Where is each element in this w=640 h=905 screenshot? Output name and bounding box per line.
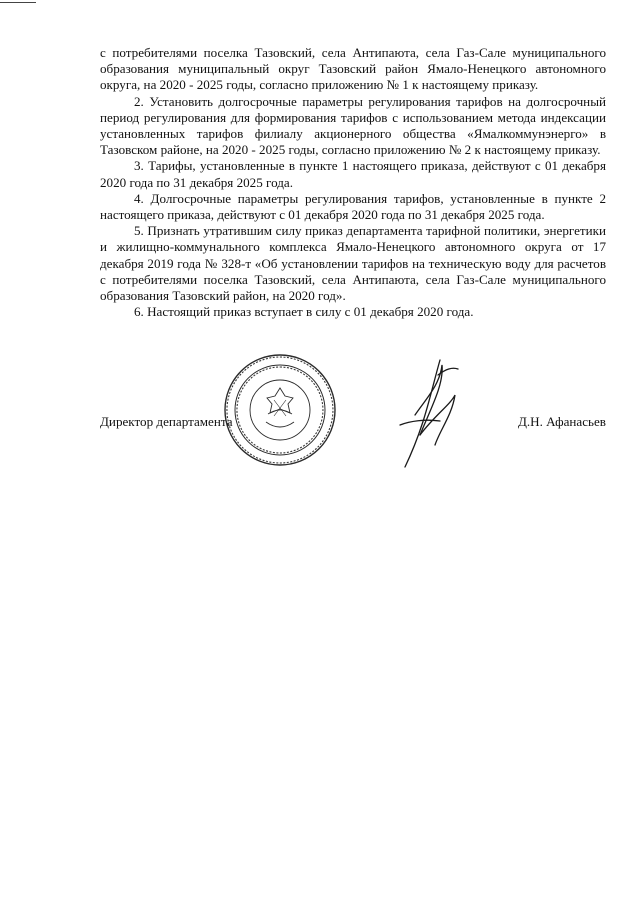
header-rule	[0, 2, 36, 3]
paragraph-1-continuation: с потребителями поселка Тазовский, села Антипаюта, села Газ-Сале муниципального образования муниципальный округ Тазовский район Ямало-Ненецкого автономного округа, на 2020 - 2025 годы, согласно приложению № 1 к настоящему приказу.	[100, 45, 606, 93]
signature-block	[100, 414, 606, 432]
handwritten-signature	[380, 355, 500, 475]
signer-name: Д.Н. Афанасьев	[517, 414, 606, 429]
paragraph-5: 5. Признать утратившим силу приказ департамента тарифной политики, энергетики и жилищно-коммунального комплекса Ямало-Ненецкого автономного округа от 17 декабря 2019 года № 328-т «Об установлении тарифов на техническую воду для расчетов с потребителями поселка Тазовский, села Антипаюта, села Газ-Сале муниципального образования Тазовский район, на 2020 год».	[100, 223, 606, 304]
paragraph-3: 3. Тарифы, установленные в пункте 1 настоящего приказа, действуют с 01 декабря 2020 года по 31 декабря 2025 года.	[100, 158, 606, 190]
paragraph-4: 4. Долгосрочные параметры регулирования тарифов, установленные в пункте 2 настоящего приказа, действуют с 01 декабря 2020 года по 31 декабря 2025 года.	[100, 190, 606, 223]
document-body	[100, 45, 606, 320]
paragraph-2: 2. Установить долгосрочные параметры регулирования тарифов на долгосрочный период регулирования для формирования тарифов с использованием метода индексации установленных тарифов филиалу акционерного общества «Ямалкоммунэнерго» в Тазовском районе, на 2020 - 2025 годы, согласно приложению № 2 к настоящему приказу.	[100, 93, 606, 158]
official-stamp	[222, 352, 338, 468]
paragraph-6: 6. Настоящий приказ вступает в силу с 01 декабря 2020 года.	[134, 304, 474, 320]
signer-position: Директор департамента	[100, 414, 233, 429]
